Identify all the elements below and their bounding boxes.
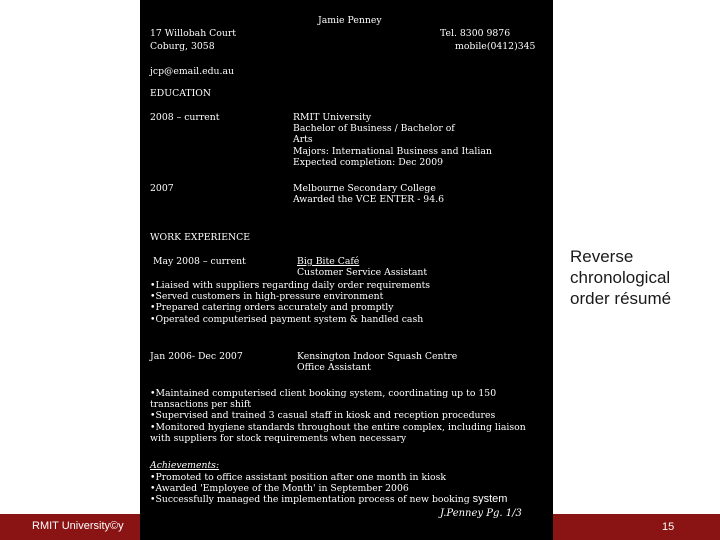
achievement-item: • Promoted to office assistant position after one month in kiosk (150, 472, 507, 483)
education-line: Melbourne Secondary College (293, 183, 436, 194)
address-line-2: Coburg, 3058 (150, 41, 215, 52)
education-line: Bachelor of Business / Bachelor of (293, 123, 455, 135)
achievement-text: • Successfully managed the implementation process of new booking (150, 494, 470, 505)
education-date-2: 2007 (150, 183, 174, 194)
slide-caption (570, 246, 671, 309)
address-line-1: 17 Willobah Court (150, 28, 237, 39)
job-1-employer: Big Bite Café (297, 256, 360, 267)
education-line: Expected completion: Dec 2009 (293, 156, 444, 168)
job-2-date: Jan 2006- Dec 2007 (150, 351, 243, 362)
mobile: mobile(0412)345 (455, 41, 536, 52)
caption-line: chronological (570, 268, 671, 287)
achievement-item: • Awarded 'Employee of the Month' in September 2006 (150, 483, 507, 494)
education-entry-2 (293, 183, 444, 205)
resume-name: Jamie Penney (318, 15, 382, 26)
achievement-item (150, 494, 507, 505)
job-1-bullet: • Liaised with suppliers regarding daily order requirements (150, 280, 430, 291)
job-2-position: Office Assistant (297, 362, 371, 373)
education-heading: EDUCATION (150, 88, 212, 99)
achievements-list (150, 472, 507, 506)
telephone: Tel. 8300 9876 (440, 28, 511, 39)
resume-page-label: J.Penney Pg. 1/3 (440, 508, 522, 519)
job-1-position: Customer Service Assistant (297, 267, 428, 278)
job-2-bullet: • Supervised and trained 3 casual staff in kiosk and reception procedures (150, 410, 542, 421)
education-entry-1 (293, 112, 492, 168)
work-heading: WORK EXPERIENCE (150, 232, 251, 243)
job-1-bullet: • Prepared catering orders accurately and promptly (150, 302, 430, 313)
education-line: RMIT University (293, 112, 372, 123)
job-1-bullet: • Served customers in high-pressure environment (150, 291, 430, 302)
achievements-heading: Achievements: (150, 460, 220, 471)
job-2-bullet: • Maintained computerised client booking system, coordinating up to 150 transactions per shift (150, 388, 542, 410)
job-2-bullets (150, 388, 542, 444)
education-line: Majors: International Business and Italian (293, 145, 492, 157)
job-2-bullet: • Monitored hygiene standards throughout the entire complex, including liaison with suppliers for stock requirements when necessary (150, 422, 542, 444)
job-1-bullet: • Operated computerised payment system & handled cash (150, 314, 430, 325)
job-2-employer: Kensington Indoor Squash Centre (297, 351, 458, 362)
resume-document (140, 0, 553, 540)
education-line: Arts (293, 134, 313, 146)
achievement-tail: system (472, 493, 508, 506)
caption-line: Reverse (570, 247, 634, 266)
footer-university-text: RMIT University©y (32, 520, 124, 532)
slide-page-number: 15 (662, 521, 675, 533)
caption-line: order résumé (570, 289, 672, 308)
education-date-1: 2008 – current (150, 112, 220, 123)
education-line: Awarded the VCE ENTER - 94.6 (293, 194, 445, 206)
email: jcp@email.edu.au (150, 66, 235, 77)
job-1-bullets (150, 280, 430, 325)
job-1-date: May 2008 – current (153, 256, 246, 267)
